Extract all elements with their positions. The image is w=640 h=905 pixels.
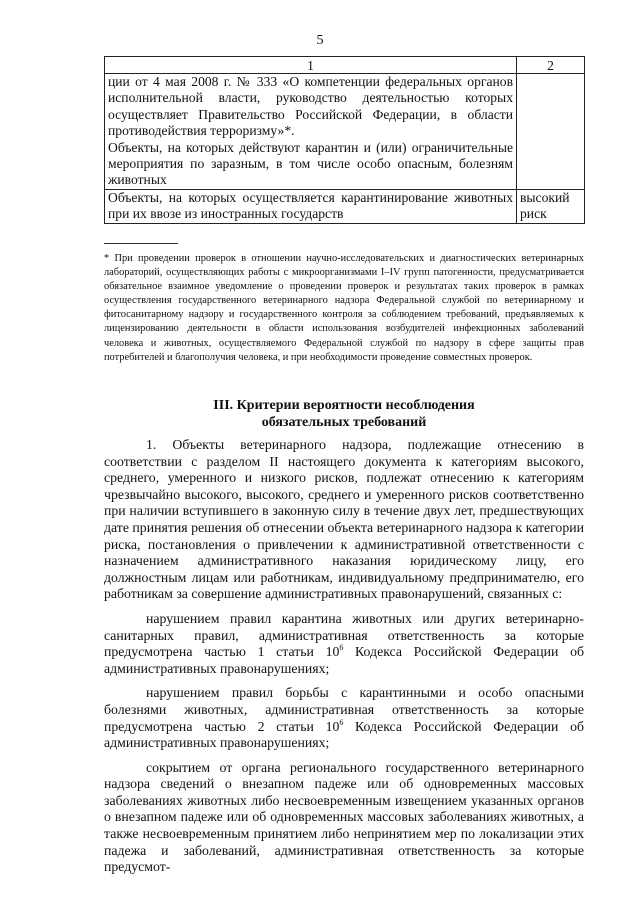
- body-text: [104, 437, 584, 876]
- table-cell-text: ции от 4 мая 2008 г. № 333 «О компетенции федеральных органов исполнительной власти, руководство деятельностью которых осуществляет Правительство Российской Федерации, в области противодействия терроризму»*.: [108, 74, 513, 139]
- table-cell-objects: [105, 74, 517, 190]
- paragraph: 1. Объекты ветеринарного надзора, подлежащие отнесению в соответствии с разделом II настоящего документа к категориям высокого, среднего, умеренного и низкого рисков, подлежат отнесению к категориям чрезвычайно высокого, высокого, среднего и умеренного рисков соответственно при наличии вступившего в законную силу в течение двух лет, предшествующих дате принятия решения об отнесении объекта ветеринарного надзора к категории риска, постановления о привлечении к административной ответственности с назначением административного наказания юридическому лицу, его должностным лицам или работникам, индивидуальному предпринимателю, его работникам за совершение административных правонарушений, связанных с:: [104, 437, 584, 602]
- table-row: [105, 189, 585, 223]
- paragraph-text: нарушением правил борьбы с карантинными и особо опасными болезнями животных, административная ответственность за которые предусмотрена частью 2 статьи 10: [104, 685, 584, 734]
- superscript: 6: [339, 717, 344, 727]
- page-number: 5: [316, 33, 324, 48]
- table-header-col1: 1: [105, 57, 517, 74]
- footnote: * При проведении проверок в отношении научно-исследовательских и диагностических ветеринарных лабораторий, осуществляющих работы с микроорганизмами I–IV групп патогенности, предусматривается обязательное взаимное уведомление о проведении проверок и результатах таких проверок в рамках осуществления государственного ветеринарного надзора Федеральной службой по ветеринарному и фитосанитарному надзору и государственного контроля за соблюдением требований, предъявляемых к лицензированию деятельности в области использования возбудителей инфекционных заболеваний человека и животных, осуществляемого Федеральной службой по надзору в сфере защиты прав потребителей и благополучия человека, и при необходимости проведение совместных проверок.: [104, 253, 584, 363]
- section-title: [104, 397, 584, 431]
- risk-table: [104, 56, 585, 224]
- table-cell-risk: высокий риск: [517, 189, 585, 223]
- table-cell-text: Объекты, на которых действуют карантин и (или) ограничительные мероприятия по заразным, в том числе особо опасным, болезням животных: [108, 139, 513, 188]
- paragraph: сокрытием от органа регионального государственного ветеринарного надзора сведений о внезапном падеже или об одновременных массовых заболеваниях животных либо несвоевременным извещением указанных органов о внезапном падеже или об одновременных массовых заболеваниях животных, а также несвоевременным принятием либо непринятием мер по локализации этих падежа и заболеваний, административная ответственность за которые предусмот-: [104, 759, 584, 875]
- paragraph-text: нарушением правил карантина животных или других ветеринарно-санитарных правил, административная ответственность за которые предусмотрена частью 1 статьи 10: [104, 610, 584, 660]
- paragraph-text: Кодекса Российской Федерации об административных правонарушениях;: [104, 718, 584, 751]
- footnote-divider: [104, 243, 178, 244]
- table-header-col2: 2: [517, 57, 585, 74]
- superscript: 6: [339, 643, 344, 653]
- table-header-row: [105, 57, 585, 74]
- paragraph-text: Кодекса Российской Федерации об административных правонарушениях;: [104, 644, 584, 676]
- table-cell-text: Объекты, на которых осуществляется карантинирование животных при их ввозе из иностранных государств: [108, 189, 513, 222]
- paragraph: [104, 611, 584, 677]
- table-cell-risk: [517, 74, 585, 190]
- section-title-line: обязательных требований: [261, 415, 427, 430]
- paragraph: [104, 685, 584, 751]
- table-row: [105, 74, 585, 190]
- table-cell-objects: [105, 189, 517, 223]
- section-title-line: III. Критерии вероятности несоблюдения: [213, 398, 475, 413]
